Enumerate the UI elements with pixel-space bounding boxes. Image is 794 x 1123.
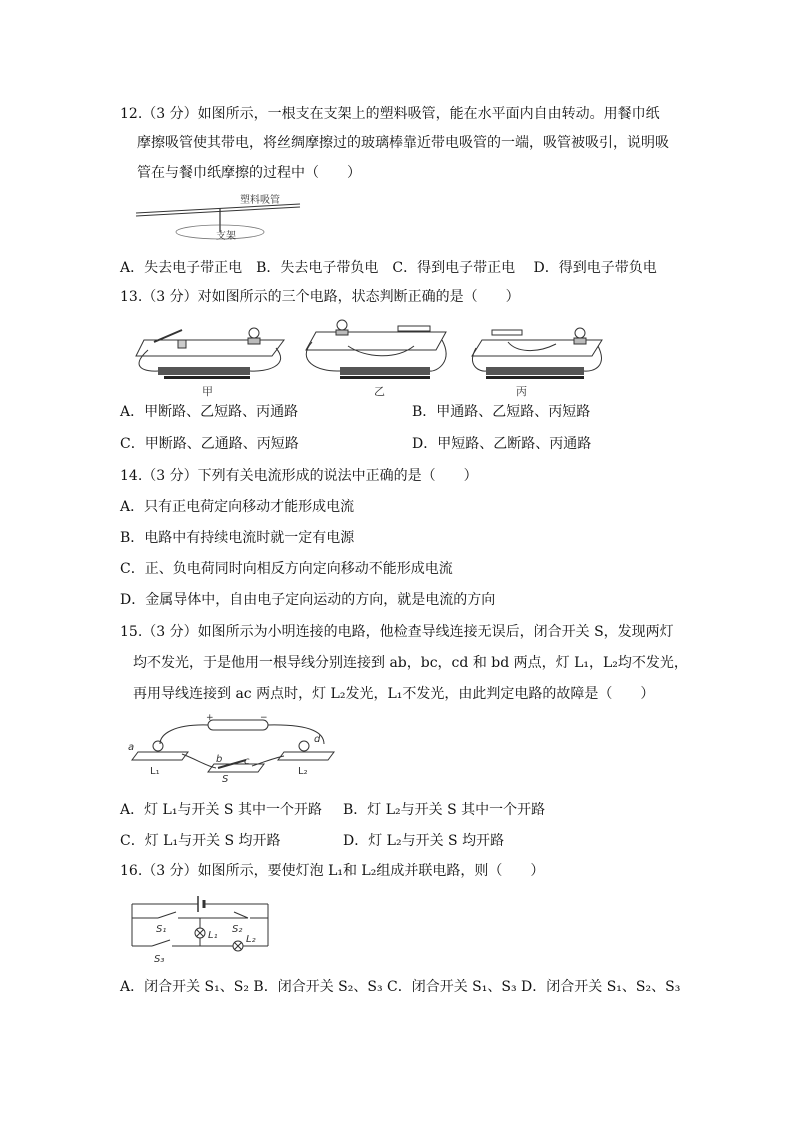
svg-text:+: +	[206, 713, 214, 723]
q12-stem-line1: 12.（3 分）如图所示，一根支在支架上的塑料吸管，能在水平面内自由转动。用餐巾纸	[120, 106, 660, 122]
q15-option-b: B．灯 L₂与开关 S 其中一个开路	[343, 802, 546, 818]
label-S: S	[222, 774, 229, 785]
q14-option-c: C．正、负电荷同时向相反方向定向移动不能形成电流	[120, 561, 453, 577]
q14-option-b: B．电路中有持续电流时就一定有电源	[120, 530, 355, 546]
circuit-jia	[136, 328, 284, 398]
svg-text:−: −	[260, 713, 268, 723]
q13-option-b: B．甲通路、乙短路、丙短路	[412, 404, 591, 420]
label-bing: 丙	[516, 385, 527, 398]
label-a: a	[128, 742, 135, 753]
q14-option-d: D．金属导体中，自由电子定向运动的方向，就是电流的方向	[120, 592, 496, 608]
q15-option-c: C．灯 L₁与开关 S 均开路	[120, 833, 281, 849]
q12-options: A．失去电子带正电 B．失去电子带负电 C．得到电子带正电 D．得到电子带负电	[120, 260, 657, 276]
label-S3: S₃	[154, 954, 165, 965]
q13-option-c: C．甲断路、乙通路、丙短路	[120, 436, 299, 452]
label-c: c	[244, 756, 250, 767]
q14-option-a: A．只有正电荷定向移动才能形成电流	[120, 499, 355, 515]
q15-stem-line1: 15.（3 分）如图所示为小明连接的电路，他检查导线连接无误后，闭合开关 S，发现两灯	[120, 624, 674, 640]
label-S1: S₁	[156, 924, 167, 935]
circuit-yi	[306, 320, 446, 398]
label-L1: L₁	[150, 766, 160, 777]
q15-stem-line2: 均不发光，于是他用一根导线分别连接到 ab，bc，cd 和 bd 两点，灯 L₁，L₂均不发光，	[133, 655, 688, 671]
label-L2: L₂	[298, 766, 308, 777]
q16-options: A．闭合开关 S₁、S₂ B．闭合开关 S₂、S₃ C．闭合开关 S₁、S₃ D．闭合开关 S₁、S₂、S₃	[120, 979, 681, 995]
q15-option-a: A．灯 L₁与开关 S 其中一个开路	[120, 802, 322, 818]
label-S2: S₂	[232, 924, 243, 935]
label-yi: 乙	[374, 385, 385, 398]
q16-figure-circuit	[128, 892, 278, 964]
label-L1: L₁	[208, 930, 218, 941]
q13-option-d: D．甲短路、乙断路、丙通路	[412, 436, 592, 452]
label-b: b	[216, 754, 223, 765]
q15-figure-circuit	[124, 714, 344, 784]
q15-stem-line3: 再用导线连接到 ac 两点时，灯 L₂发光，L₁不发光，由此判定电路的故障是（ ）	[133, 686, 655, 702]
q12-label-stand: 支架	[216, 231, 236, 242]
q13-figure-three-circuits	[136, 318, 606, 398]
circuit-bing	[472, 328, 602, 398]
label-L2: L₂	[246, 934, 256, 945]
label-d: d	[314, 734, 321, 745]
q12-stem-line3: 管在与餐巾纸摩擦的过程中（ ）	[137, 165, 361, 181]
q14-stem: 14.（3 分）下列有关电流形成的说法中正确的是（ ）	[120, 468, 478, 484]
q15-option-d: D．灯 L₂与开关 S 均开路	[343, 833, 505, 849]
label-jia: 甲	[202, 385, 213, 398]
q13-option-a: A．甲断路、乙短路、丙通路	[120, 404, 299, 420]
q12-stem-line2: 摩擦吸管使其带电，将丝绸摩擦过的玻璃棒靠近带电吸管的一端，吸管被吸引，说明吸	[137, 135, 669, 151]
q16-stem: 16.（3 分）如图所示，要使灯泡 L₁和 L₂组成并联电路，则（ ）	[120, 863, 545, 879]
q13-stem: 13.（3 分）对如图所示的三个电路，状态判断正确的是（ ）	[120, 289, 520, 305]
q12-figure-straw-stand	[128, 193, 318, 243]
q12-label-straw: 塑料吸管	[240, 195, 280, 206]
